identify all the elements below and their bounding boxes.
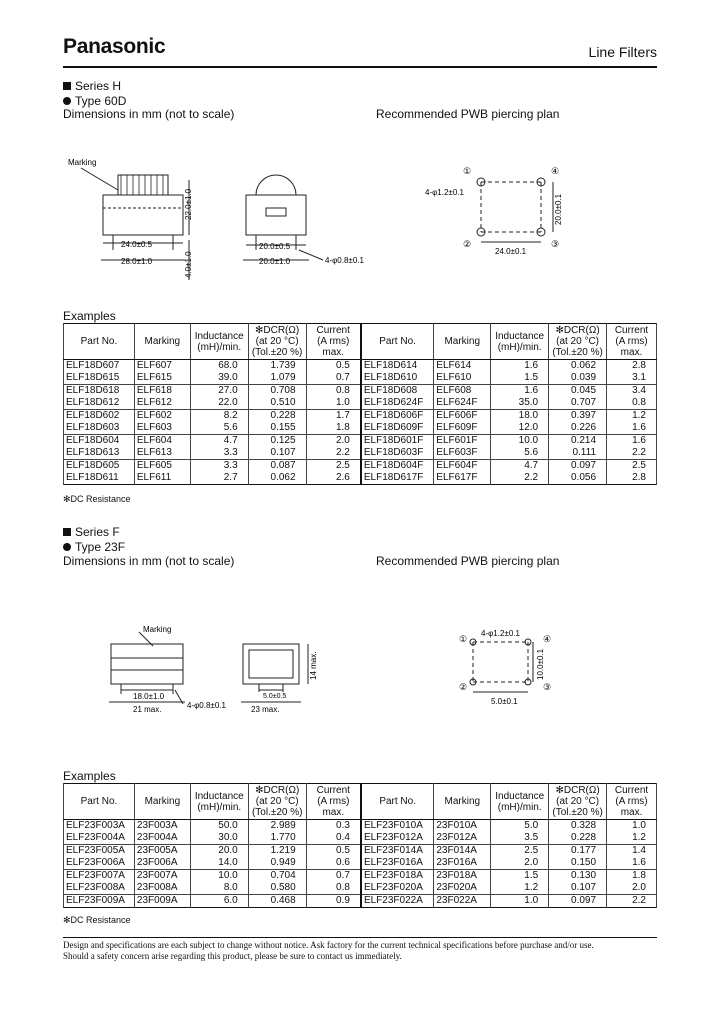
table-cell: ELF18D613 xyxy=(64,447,135,460)
table-cell: 5.6 xyxy=(491,447,549,460)
table-cell: 50.0 xyxy=(190,820,248,833)
table-cell: 0.949 xyxy=(248,857,306,870)
table-cell: 5.6 xyxy=(190,422,248,435)
header-current: Current (A rms) max. xyxy=(607,784,657,820)
side-view-core xyxy=(256,175,296,195)
table-cell: 4.7 xyxy=(190,435,248,448)
pwb-hole: 4-φ1.2±0.1 xyxy=(481,629,520,638)
table-cell: 0.707 xyxy=(549,397,607,410)
table-cell: ELF18D610 xyxy=(361,372,434,385)
table-cell: 1.2 xyxy=(607,832,657,845)
series-f-pwb-label: Recommended PWB piercing plan xyxy=(376,554,560,568)
table-cell: ELF18D612 xyxy=(64,397,135,410)
table-cell: 4.7 xyxy=(491,460,549,473)
header-marking: Marking xyxy=(434,784,491,820)
circle-bullet-icon xyxy=(63,543,71,551)
table-cell: 3.1 xyxy=(607,372,657,385)
table-cell: ELF605 xyxy=(134,460,190,473)
table-cell: 0.7 xyxy=(306,870,361,883)
table-cell: 30.0 xyxy=(190,832,248,845)
table-cell: 8.2 xyxy=(190,410,248,423)
series-h-type: Type 60D xyxy=(63,94,126,108)
table-cell: 2.8 xyxy=(607,472,657,485)
header-dcr: ✻DCR(Ω) (at 20 °C) (Tol.±20 %) xyxy=(549,324,607,360)
table-cell: ELF612 xyxy=(134,397,190,410)
table-cell: 0.107 xyxy=(549,882,607,895)
table-cell: 0.708 xyxy=(248,385,306,398)
table-cell: ELF613 xyxy=(134,447,190,460)
series-f-table-body xyxy=(64,820,657,908)
table-cell: 0.328 xyxy=(549,820,607,833)
table-cell: ELF617F xyxy=(434,472,491,485)
pwb-vertical: 10.0±0.1 xyxy=(536,648,545,680)
table-cell: ELF18D609F xyxy=(361,422,434,435)
table-cell: 2.5 xyxy=(607,460,657,473)
pin-4: ④ xyxy=(543,634,552,644)
table-cell: 0.226 xyxy=(549,422,607,435)
table-cell: 12.0 xyxy=(491,422,549,435)
table-cell: 0.8 xyxy=(306,385,361,398)
dim-depth-1: 20.0±0.5 xyxy=(259,242,291,251)
table-cell: 23F022A xyxy=(434,895,491,908)
table-cell: 0.177 xyxy=(549,845,607,858)
table-cell: ELF23F007A xyxy=(64,870,135,883)
table-cell: ELF610 xyxy=(434,372,491,385)
table-cell: 3.4 xyxy=(607,385,657,398)
table-cell: ELF18D607 xyxy=(64,360,135,373)
table-cell: 1.7 xyxy=(306,410,361,423)
series-f-table xyxy=(63,783,657,908)
table-cell: ELF23F006A xyxy=(64,857,135,870)
header-part-no: Part No. xyxy=(64,784,135,820)
table-cell: 27.0 xyxy=(190,385,248,398)
table-cell: 2.6 xyxy=(306,472,361,485)
table-cell: ELF23F005A xyxy=(64,845,135,858)
table-cell: 2.2 xyxy=(607,447,657,460)
side-view-body xyxy=(246,195,306,235)
circle-bullet-icon xyxy=(63,97,71,105)
table-cell: 23F009A xyxy=(134,895,190,908)
table-cell: 14.0 xyxy=(190,857,248,870)
square-bullet-icon xyxy=(63,528,71,536)
table-cell: ELF18D608 xyxy=(361,385,434,398)
pin-4: ④ xyxy=(551,166,560,176)
table-cell: 0.468 xyxy=(248,895,306,908)
table-cell: 23F006A xyxy=(134,857,190,870)
table-cell: 23F014A xyxy=(434,845,491,858)
table-cell: 23F007A xyxy=(134,870,190,883)
table-cell: 0.5 xyxy=(306,360,361,373)
table-cell: 10.0 xyxy=(190,870,248,883)
table-cell: 1.2 xyxy=(491,882,549,895)
pin-1: ① xyxy=(459,634,468,644)
table-cell: ELF23F018A xyxy=(361,870,434,883)
table-cell: ELF18D605 xyxy=(64,460,135,473)
table-cell: 2.989 xyxy=(248,820,306,833)
table-cell: 0.130 xyxy=(549,870,607,883)
table-cell: 0.228 xyxy=(248,410,306,423)
dim-width: 21 max. xyxy=(133,705,162,714)
series-h-dims-label: Dimensions in mm (not to scale) xyxy=(63,107,235,121)
table-cell: ELF604 xyxy=(134,435,190,448)
table-row xyxy=(64,870,657,883)
table-cell: 1.770 xyxy=(248,832,306,845)
table-cell: 0.062 xyxy=(549,360,607,373)
table-cell: ELF609F xyxy=(434,422,491,435)
table-cell: ELF18D624F xyxy=(361,397,434,410)
series-f-examples-label: Examples xyxy=(63,769,116,783)
table-cell: 20.0 xyxy=(190,845,248,858)
table-cell: 2.2 xyxy=(306,447,361,460)
table-cell: 1.079 xyxy=(248,372,306,385)
table-cell: ELF18D617F xyxy=(361,472,434,485)
table-cell: ELF602 xyxy=(134,410,190,423)
table-cell: 2.5 xyxy=(491,845,549,858)
table-row xyxy=(64,857,657,870)
pin-1: ① xyxy=(463,166,472,176)
table-cell: 0.510 xyxy=(248,397,306,410)
table-cell: 2.0 xyxy=(306,435,361,448)
table-cell: ELF604F xyxy=(434,460,491,473)
table-cell: 3.3 xyxy=(190,447,248,460)
table-row xyxy=(64,410,657,423)
table-cell: 0.125 xyxy=(248,435,306,448)
table-cell: ELF18D602 xyxy=(64,410,135,423)
header-dcr: ✻DCR(Ω) (at 20 °C) (Tol.±20 %) xyxy=(248,784,306,820)
header-marking: Marking xyxy=(134,784,190,820)
table-cell: ELF23F003A xyxy=(64,820,135,833)
dim-pitch-2: 5.0±0.5 xyxy=(263,693,287,700)
table-cell: ELF18D614 xyxy=(361,360,434,373)
table-cell: 0.107 xyxy=(248,447,306,460)
marking-label: Marking xyxy=(143,625,172,634)
header-rule xyxy=(63,66,657,68)
table-cell: 1.5 xyxy=(491,372,549,385)
series-h-table xyxy=(63,323,657,485)
table-cell: 0.155 xyxy=(248,422,306,435)
table-cell: 6.0 xyxy=(190,895,248,908)
header-marking: Marking xyxy=(434,324,491,360)
header-inductance: Inductance (mH)/min. xyxy=(190,784,248,820)
dim-width-2: 28.0±1.0 xyxy=(121,257,153,266)
table-cell: 23F018A xyxy=(434,870,491,883)
table-cell: 68.0 xyxy=(190,360,248,373)
table-cell: 2.0 xyxy=(607,882,657,895)
table-row xyxy=(64,472,657,485)
table-cell: ELF608 xyxy=(434,385,491,398)
table-row xyxy=(64,385,657,398)
table-cell: 0.228 xyxy=(549,832,607,845)
series-f-dims-label: Dimensions in mm (not to scale) xyxy=(63,554,235,568)
series-f-note: ✻DC Resistance xyxy=(63,915,131,925)
table-cell: 2.2 xyxy=(491,472,549,485)
table-cell: 22.0 xyxy=(190,397,248,410)
table-cell: 0.8 xyxy=(607,397,657,410)
footer-line-1: Design and specifications are each subject to change without notice. Ask factory for the current technical specifications before purchase and/or use. xyxy=(63,940,594,950)
table-cell: 23F016A xyxy=(434,857,491,870)
table-cell: 23F012A xyxy=(434,832,491,845)
dim-pin-length: 4.0±1.0 xyxy=(184,251,193,278)
table-cell: 8.0 xyxy=(190,882,248,895)
series-f-type: Type 23F xyxy=(63,540,125,554)
table-cell: ELF18D611 xyxy=(64,472,135,485)
table-cell: 1.6 xyxy=(491,385,549,398)
square-bullet-icon xyxy=(63,82,71,90)
table-cell: 3.5 xyxy=(491,832,549,845)
table-row xyxy=(64,895,657,908)
dim-pins: 4-φ0.8±0.1 xyxy=(325,256,364,265)
pwb-hole: 4-φ1.2±0.1 xyxy=(425,188,464,197)
header-dcr: ✻DCR(Ω) (at 20 °C) (Tol.±20 %) xyxy=(248,324,306,360)
table-cell: ELF18D615 xyxy=(64,372,135,385)
header-part-no: Part No. xyxy=(361,324,434,360)
table-cell: ELF18D604F xyxy=(361,460,434,473)
table-cell: ELF624F xyxy=(434,397,491,410)
table-row xyxy=(64,397,657,410)
table-cell: 0.4 xyxy=(306,832,361,845)
header-current: Current (A rms) max. xyxy=(306,324,361,360)
table-row xyxy=(64,832,657,845)
table-row xyxy=(64,882,657,895)
table-row xyxy=(64,422,657,435)
table-cell: ELF18D603 xyxy=(64,422,135,435)
table-cell: 0.3 xyxy=(306,820,361,833)
table-cell: ELF18D601F xyxy=(361,435,434,448)
table-cell: 23F004A xyxy=(134,832,190,845)
table-cell: 0.039 xyxy=(549,372,607,385)
table-cell: 0.087 xyxy=(248,460,306,473)
dim-height: 22.0±1.0 xyxy=(184,188,193,220)
table-cell: 0.097 xyxy=(549,895,607,908)
pwb-horizontal: 24.0±0.1 xyxy=(495,247,527,256)
table-cell: 0.397 xyxy=(549,410,607,423)
table-cell: 35.0 xyxy=(491,397,549,410)
table-cell: 1.5 xyxy=(491,870,549,883)
table-cell: 2.2 xyxy=(607,895,657,908)
header-dcr: ✻DCR(Ω) (at 20 °C) (Tol.±20 %) xyxy=(549,784,607,820)
front-view-coil xyxy=(118,175,168,195)
series-h-table-body xyxy=(64,360,657,485)
table-cell: 1.0 xyxy=(306,397,361,410)
table-row xyxy=(64,447,657,460)
table-cell: 1.2 xyxy=(607,410,657,423)
table-cell: ELF603 xyxy=(134,422,190,435)
table-cell: ELF18D603F xyxy=(361,447,434,460)
table-cell: 0.5 xyxy=(306,845,361,858)
table-cell: 23F008A xyxy=(134,882,190,895)
table-cell: 1.219 xyxy=(248,845,306,858)
table-cell: 23F005A xyxy=(134,845,190,858)
table-cell: 2.5 xyxy=(306,460,361,473)
table-cell: 1.739 xyxy=(248,360,306,373)
series-h-pwb-label: Recommended PWB piercing plan xyxy=(376,107,560,121)
table-cell: 2.7 xyxy=(190,472,248,485)
pin-3: ③ xyxy=(543,682,552,692)
table-cell: ELF606F xyxy=(434,410,491,423)
table-cell: 1.4 xyxy=(607,845,657,858)
table-cell: ELF23F014A xyxy=(361,845,434,858)
table-cell: ELF18D604 xyxy=(64,435,135,448)
table-cell: 0.214 xyxy=(549,435,607,448)
table-cell: 0.704 xyxy=(248,870,306,883)
table-cell: 0.580 xyxy=(248,882,306,895)
document-title: Line Filters xyxy=(588,44,657,60)
table-cell: ELF615 xyxy=(134,372,190,385)
table-cell: 1.8 xyxy=(607,870,657,883)
table-cell: ELF607 xyxy=(134,360,190,373)
table-cell: 2.8 xyxy=(607,360,657,373)
pin-2: ② xyxy=(459,682,468,692)
table-cell: 0.045 xyxy=(549,385,607,398)
dim-depth-2: 20.0±1.0 xyxy=(259,257,291,266)
table-cell: ELF23F012A xyxy=(361,832,434,845)
footer-rule xyxy=(63,937,657,938)
pin-3: ③ xyxy=(551,239,560,249)
table-cell: 0.056 xyxy=(549,472,607,485)
table-row xyxy=(64,360,657,373)
dim-pitch: 18.0±1.0 xyxy=(133,692,165,701)
table-cell: 10.0 xyxy=(491,435,549,448)
table-cell: ELF614 xyxy=(434,360,491,373)
table-cell: ELF611 xyxy=(134,472,190,485)
table-cell: 23F020A xyxy=(434,882,491,895)
table-row xyxy=(64,845,657,858)
brand-logo: Panasonic xyxy=(63,35,166,58)
table-cell: 0.062 xyxy=(248,472,306,485)
pwb-horizontal: 5.0±0.1 xyxy=(491,697,518,706)
front-view-body xyxy=(103,195,183,235)
table-cell: 0.8 xyxy=(306,882,361,895)
table-cell: 0.097 xyxy=(549,460,607,473)
table-row xyxy=(64,435,657,448)
table-cell: ELF23F010A xyxy=(361,820,434,833)
table-cell: ELF23F009A xyxy=(64,895,135,908)
header-current: Current (A rms) max. xyxy=(306,784,361,820)
table-row xyxy=(64,820,657,833)
series-h-dimension-drawing xyxy=(63,150,623,290)
table-cell: 23F010A xyxy=(434,820,491,833)
table-cell: 2.0 xyxy=(491,857,549,870)
table-cell: ELF23F022A xyxy=(361,895,434,908)
table-cell: ELF601F xyxy=(434,435,491,448)
table-cell: 1.6 xyxy=(607,435,657,448)
marking-label: Marking xyxy=(68,158,97,167)
table-cell: 1.8 xyxy=(306,422,361,435)
table-cell: 1.6 xyxy=(607,857,657,870)
dim-width-1: 24.0±0.5 xyxy=(121,240,153,249)
header-inductance: Inductance (mH)/min. xyxy=(491,784,549,820)
table-cell: ELF18D618 xyxy=(64,385,135,398)
dim-height: 14 max. xyxy=(309,651,318,680)
table-cell: 0.111 xyxy=(549,447,607,460)
series-h-heading: Series H xyxy=(63,79,121,93)
header-inductance: Inductance (mH)/min. xyxy=(190,324,248,360)
table-cell: 1.0 xyxy=(491,895,549,908)
table-cell: 1.6 xyxy=(491,360,549,373)
table-cell: ELF18D606F xyxy=(361,410,434,423)
table-cell: ELF23F008A xyxy=(64,882,135,895)
dim-pins: 4-φ0.8±0.1 xyxy=(187,701,226,710)
series-f-dimension-drawing xyxy=(63,620,623,730)
table-cell: 0.7 xyxy=(306,372,361,385)
table-cell: ELF603F xyxy=(434,447,491,460)
table-cell: ELF23F004A xyxy=(64,832,135,845)
front-view-body xyxy=(111,644,183,684)
table-cell: 1.0 xyxy=(607,820,657,833)
table-cell: 3.3 xyxy=(190,460,248,473)
pin-2: ② xyxy=(463,239,472,249)
table-cell: 18.0 xyxy=(491,410,549,423)
table-cell: 39.0 xyxy=(190,372,248,385)
table-cell: ELF23F016A xyxy=(361,857,434,870)
table-cell: 23F003A xyxy=(134,820,190,833)
series-h-note: ✻DC Resistance xyxy=(63,494,131,504)
table-cell: 0.9 xyxy=(306,895,361,908)
header-part-no: Part No. xyxy=(64,324,135,360)
table-row xyxy=(64,372,657,385)
table-cell: ELF23F020A xyxy=(361,882,434,895)
table-cell: 0.150 xyxy=(549,857,607,870)
table-cell: 0.6 xyxy=(306,857,361,870)
pwb-vertical: 20.0±0.1 xyxy=(554,193,563,225)
table-cell: 1.6 xyxy=(607,422,657,435)
dim-depth: 23 max. xyxy=(251,705,280,714)
footer-line-2: Should a safety concern arise regarding this product, please be sure to contact us immediately. xyxy=(63,951,402,961)
series-h-examples-label: Examples xyxy=(63,309,116,323)
header-inductance: Inductance (mH)/min. xyxy=(491,324,549,360)
table-row xyxy=(64,460,657,473)
header-current: Current (A rms) max. xyxy=(607,324,657,360)
table-cell: ELF618 xyxy=(134,385,190,398)
header-part-no: Part No. xyxy=(361,784,434,820)
header-marking: Marking xyxy=(134,324,190,360)
table-cell: 5.0 xyxy=(491,820,549,833)
series-f-heading: Series F xyxy=(63,525,120,539)
